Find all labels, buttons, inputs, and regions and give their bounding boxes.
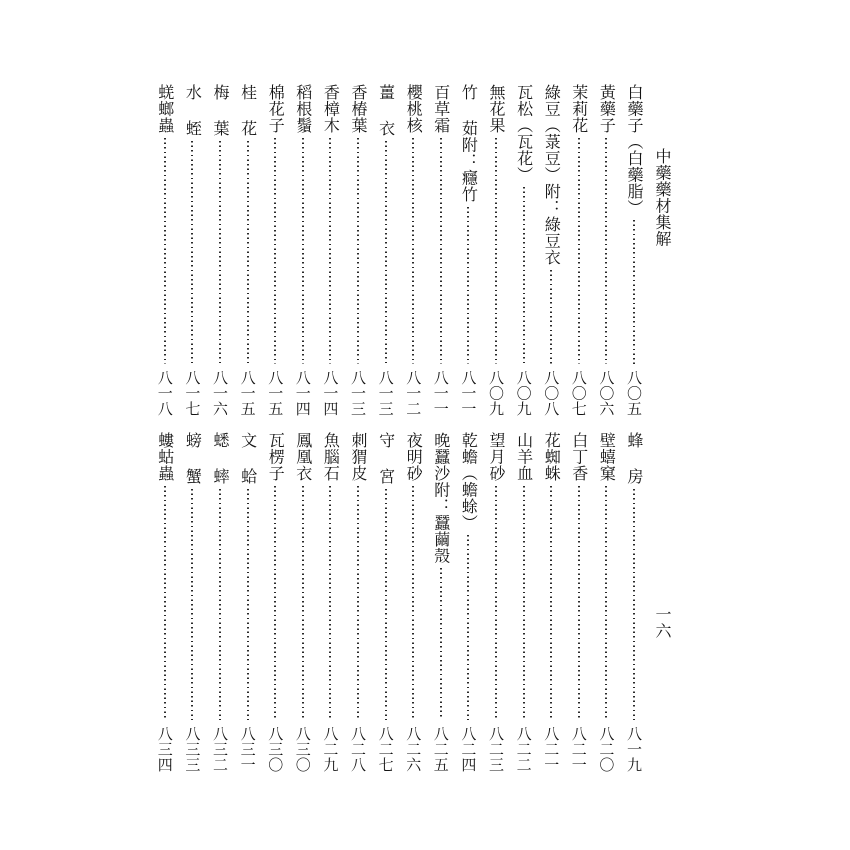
entry-page-number: 八一一 xyxy=(431,369,450,416)
toc-entry xyxy=(593,84,619,416)
dot-leader xyxy=(467,207,469,364)
toc-entry xyxy=(538,84,564,416)
dot-leader xyxy=(329,138,331,364)
entry-title: 晚蠶沙附：蠶繭殼 xyxy=(431,432,451,564)
dot-leader xyxy=(385,141,387,364)
dot-leader xyxy=(633,220,635,364)
entry-title: 竹 茹附：癮竹 xyxy=(459,84,479,203)
dot-leader xyxy=(302,138,304,364)
toc-entry xyxy=(538,432,564,772)
toc-entry xyxy=(621,432,647,772)
entry-page-number: 八一五 xyxy=(238,369,257,416)
entry-page-number: 八一三 xyxy=(349,369,367,416)
entry-title: 水 蛭 xyxy=(183,84,203,137)
toc-entry xyxy=(373,432,399,772)
toc-entry xyxy=(483,432,509,772)
entry-title: 桂 花 xyxy=(238,84,258,137)
entry-page-number: 八三四 xyxy=(155,725,174,772)
toc-entry xyxy=(428,84,454,416)
toc-entry xyxy=(566,432,592,772)
running-head: 中藥藥材集解 xyxy=(653,148,672,247)
entry-page-number: 八二九 xyxy=(321,725,340,772)
entry-page-number: 八三〇 xyxy=(293,725,312,772)
dot-leader xyxy=(578,138,580,364)
entry-page-number: 八〇九 xyxy=(487,369,505,416)
entry-page-number: 八三〇 xyxy=(266,725,285,772)
dot-leader xyxy=(440,568,442,720)
entry-page-number: 八二五 xyxy=(431,725,450,772)
entry-page-number: 八一四 xyxy=(293,369,312,416)
entry-page-number: 八一六 xyxy=(211,369,229,416)
toc-entry xyxy=(400,432,426,772)
entry-title: 刺猬皮 xyxy=(349,432,368,482)
dot-leader xyxy=(247,141,249,364)
toc-entry xyxy=(455,84,481,416)
entry-page-number: 八二二 xyxy=(514,725,533,772)
entry-title: 百草霜 xyxy=(431,84,451,134)
entry-title: 瓦楞子 xyxy=(266,432,286,482)
entry-title: 梅 葉 xyxy=(211,84,230,137)
entry-title: 薑 衣 xyxy=(376,84,396,137)
entry-title: 稻根鬚 xyxy=(293,84,313,134)
toc-entry xyxy=(566,84,592,416)
entry-title: 螻蛄蟲 xyxy=(155,432,175,482)
dot-leader xyxy=(357,138,359,364)
dot-leader xyxy=(412,486,414,720)
toc-entry xyxy=(152,84,178,416)
entry-page-number: 八三一 xyxy=(238,725,257,772)
toc-entry xyxy=(400,84,426,416)
dot-leader xyxy=(219,141,221,364)
toc-entry xyxy=(345,84,371,416)
entry-title: 山羊血 xyxy=(514,432,534,482)
entry-page-number: 八一二 xyxy=(404,369,423,416)
dot-leader xyxy=(550,270,552,364)
entry-page-number: 八二四 xyxy=(459,725,478,772)
entry-page-number: 八〇五 xyxy=(625,369,643,416)
page-number: 一六 xyxy=(653,606,672,639)
toc-entry xyxy=(290,432,316,772)
toc-entry xyxy=(428,432,454,772)
toc-entry xyxy=(455,432,481,772)
entry-title: 無花果 xyxy=(487,84,506,134)
dot-leader xyxy=(440,138,442,364)
entry-title: 螃 蟹 xyxy=(183,432,203,485)
entry-title: 蟋 蟀 xyxy=(211,432,230,485)
entry-page-number: 八三二 xyxy=(211,725,229,772)
entry-page-number: 八二〇 xyxy=(597,725,616,772)
toc-entry xyxy=(235,84,261,416)
entry-title: 棉花子 xyxy=(266,84,286,134)
toc-entry xyxy=(179,432,205,772)
dot-leader xyxy=(191,489,193,720)
entry-page-number: 八一四 xyxy=(321,369,340,416)
entry-page-number: 八〇六 xyxy=(597,369,616,416)
entry-title: 文 蛤 xyxy=(238,432,258,485)
entry-title: 鳳凰衣 xyxy=(293,432,313,482)
dot-leader xyxy=(329,486,331,720)
toc-entry xyxy=(317,84,343,416)
toc-entry xyxy=(290,84,316,416)
dot-leader xyxy=(164,486,166,720)
entry-page-number: 八一五 xyxy=(266,369,285,416)
entry-page-number: 八〇九 xyxy=(514,369,533,416)
dot-leader xyxy=(578,486,580,720)
dot-leader xyxy=(191,141,193,364)
entry-title: 香樟木 xyxy=(321,84,341,134)
entry-title: 綠豆（菉豆）附：綠豆衣 xyxy=(542,84,562,266)
entry-page-number: 八二三 xyxy=(487,725,505,772)
dot-leader xyxy=(550,486,552,720)
dot-leader xyxy=(164,138,166,364)
toc-entry xyxy=(235,432,261,772)
entry-page-number: 八一九 xyxy=(625,725,643,772)
dot-leader xyxy=(274,486,276,720)
toc-entry xyxy=(345,432,371,772)
entry-title: 乾蟾（蟾蜍） xyxy=(459,432,479,531)
entry-title: 香椿葉 xyxy=(349,84,368,134)
entry-page-number: 八一七 xyxy=(183,369,202,416)
toc-entry xyxy=(483,84,509,416)
dot-leader xyxy=(467,535,469,720)
entry-page-number: 八二七 xyxy=(376,725,395,772)
toc-entry xyxy=(511,432,537,772)
dot-leader xyxy=(495,486,497,720)
entry-title: 蜂 房 xyxy=(625,432,644,485)
entry-title: 守 宮 xyxy=(376,432,396,485)
entry-title: 魚腦石 xyxy=(321,432,341,482)
toc-entry xyxy=(262,84,288,416)
dot-leader xyxy=(605,486,607,720)
entry-title: 茉莉花 xyxy=(569,84,589,134)
dot-leader xyxy=(302,486,304,720)
entry-page-number: 八一三 xyxy=(376,369,395,416)
dot-leader xyxy=(523,486,525,720)
entry-page-number: 八二六 xyxy=(404,725,423,772)
toc-entry xyxy=(373,84,399,416)
entry-page-number: 八二一 xyxy=(542,725,561,772)
entry-title: 蜣螂蟲 xyxy=(155,84,175,134)
entry-title: 壁蟢窠 xyxy=(597,432,617,482)
entry-title: 黃藥子 xyxy=(597,84,617,134)
entry-title: 白丁香 xyxy=(569,432,589,482)
toc-entry xyxy=(152,432,178,772)
dot-leader xyxy=(633,489,635,720)
entry-title: 夜明砂 xyxy=(404,432,424,482)
toc-entry xyxy=(593,432,619,772)
dot-leader xyxy=(412,138,414,364)
dot-leader xyxy=(247,489,249,720)
toc-entry xyxy=(262,432,288,772)
entry-page-number: 八二八 xyxy=(349,725,367,772)
entry-page-number: 八一一 xyxy=(459,369,478,416)
entry-title: 望月砂 xyxy=(487,432,506,482)
dot-leader xyxy=(274,138,276,364)
entry-page-number: 八一八 xyxy=(155,369,174,416)
entry-title: 櫻桃核 xyxy=(404,84,424,134)
entry-title: 瓦松（瓦花） xyxy=(514,84,534,183)
toc-entry xyxy=(317,432,343,772)
toc-entry xyxy=(511,84,537,416)
entry-page-number: 八三三 xyxy=(183,725,202,772)
dot-leader xyxy=(219,489,221,720)
entry-page-number: 八〇七 xyxy=(569,369,588,416)
dot-leader xyxy=(385,489,387,720)
dot-leader xyxy=(357,486,359,720)
dot-leader xyxy=(523,187,525,364)
toc-entry xyxy=(179,84,205,416)
entry-page-number: 八二一 xyxy=(569,725,588,772)
toc-entry xyxy=(207,432,233,772)
toc-entry xyxy=(207,84,233,416)
dot-leader xyxy=(495,138,497,364)
entry-title: 白藥子（白藥脂） xyxy=(625,84,644,216)
dot-leader xyxy=(605,138,607,364)
toc-entry xyxy=(621,84,647,416)
entry-page-number: 八〇八 xyxy=(542,369,561,416)
entry-title: 花蜘蛛 xyxy=(542,432,562,482)
